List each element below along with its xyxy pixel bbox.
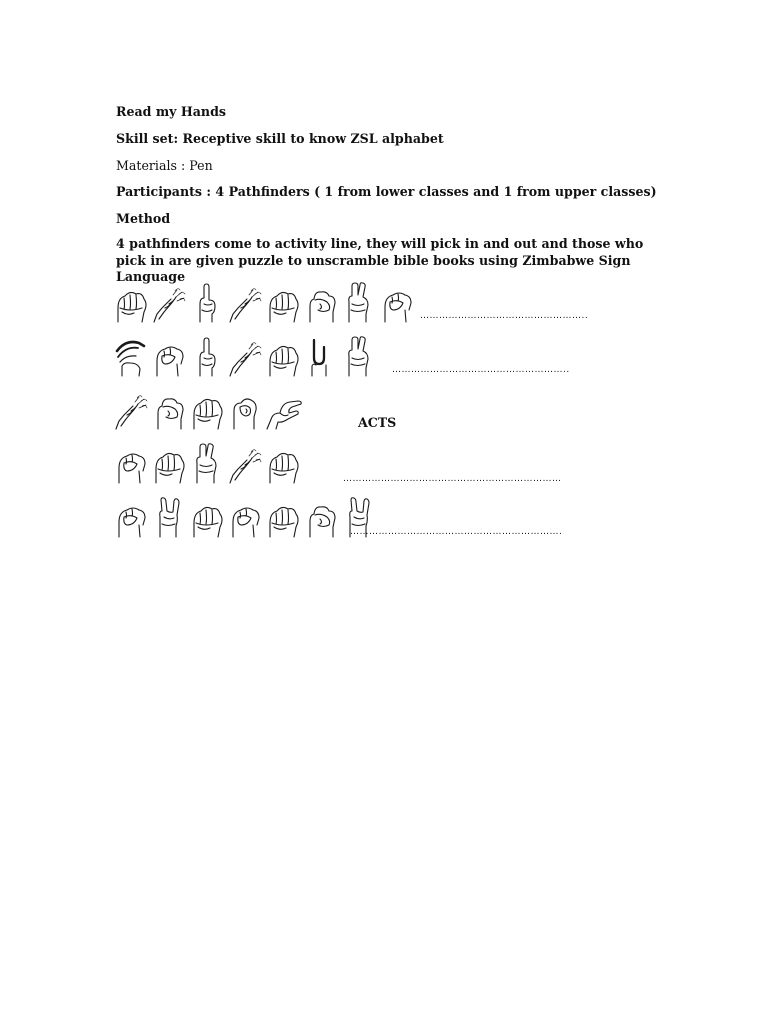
ok-hand-icon <box>234 399 256 429</box>
curve-hand-icon <box>385 293 411 322</box>
two-finger-hand-icon <box>349 283 368 322</box>
sign-sequence-2 <box>112 336 322 380</box>
two-finger-hand-icon <box>349 337 368 376</box>
fist-hand-icon <box>270 346 298 376</box>
sign-sequence-5 <box>112 497 352 541</box>
sign-puzzle-row-5 <box>112 497 352 541</box>
sign-sequence-4 <box>112 443 312 487</box>
point-hand-icon <box>200 338 215 376</box>
fist-hand-icon <box>270 453 298 483</box>
open-curl-hand-icon <box>310 507 335 537</box>
answer-blank-1[interactable]: …………………………………………….. <box>420 311 589 321</box>
hook-u-hand-icon <box>312 340 326 376</box>
c-hand-icon <box>267 401 301 429</box>
answer-blank-2[interactable]: ……………………………………………….. <box>392 365 570 375</box>
doc-title: Read my Hands <box>116 104 226 119</box>
fist-hand-icon <box>194 399 222 429</box>
sign-puzzle-row-1 <box>112 282 412 326</box>
method-heading: Method <box>116 211 171 226</box>
pinch-flick-hand-icon <box>116 396 147 429</box>
curve-hand-icon <box>233 508 259 537</box>
pinch-flick-hand-icon <box>230 289 261 322</box>
fist-hand-icon <box>156 453 184 483</box>
pinch-flick-hand-icon <box>154 289 185 322</box>
curve-hand-icon <box>119 508 145 537</box>
sign-puzzle-row-4 <box>112 443 312 487</box>
method-text: 4 pathfinders come to activity line, they will pick in and out and those who pick in are given puzzle to unscramble bible books using Zimbabwe Sign Language <box>116 236 644 284</box>
skill-set-line: Skill set: Receptive skill to know ZSL alphabet <box>116 131 444 146</box>
sign-sequence-1 <box>112 282 412 326</box>
answer-text-3: ACTS <box>358 415 397 430</box>
open-curl-hand-icon <box>158 399 183 429</box>
fist-hand-icon <box>118 292 146 322</box>
two-finger-hand-icon <box>197 444 216 483</box>
answer-blank-5[interactable]: …………………………………………………………. <box>350 527 563 537</box>
fist-hand-icon <box>270 507 298 537</box>
horns-hand-icon <box>160 498 179 537</box>
sign-puzzle-row-2 <box>112 336 322 380</box>
curve-hand-icon <box>119 454 145 483</box>
pinch-flick-hand-icon <box>230 343 261 376</box>
materials-line: Materials : Pen <box>116 158 213 173</box>
curve-hand-icon <box>157 347 183 376</box>
sign-puzzle-row-3 <box>112 389 262 433</box>
open-curl-hand-icon <box>310 292 335 322</box>
participants-line: Participants : 4 Pathfinders ( 1 from lower classes and 1 from upper classes) <box>116 184 657 199</box>
point-hand-icon <box>200 284 215 322</box>
answer-blank-4[interactable]: …………………………………………………………… <box>343 474 562 484</box>
fist-hand-icon <box>194 507 222 537</box>
fist-hand-icon <box>270 292 298 322</box>
sign-sequence-3 <box>112 389 262 433</box>
pinch-flick-hand-icon <box>230 450 261 483</box>
flat-swipe-hand-icon <box>117 342 144 376</box>
